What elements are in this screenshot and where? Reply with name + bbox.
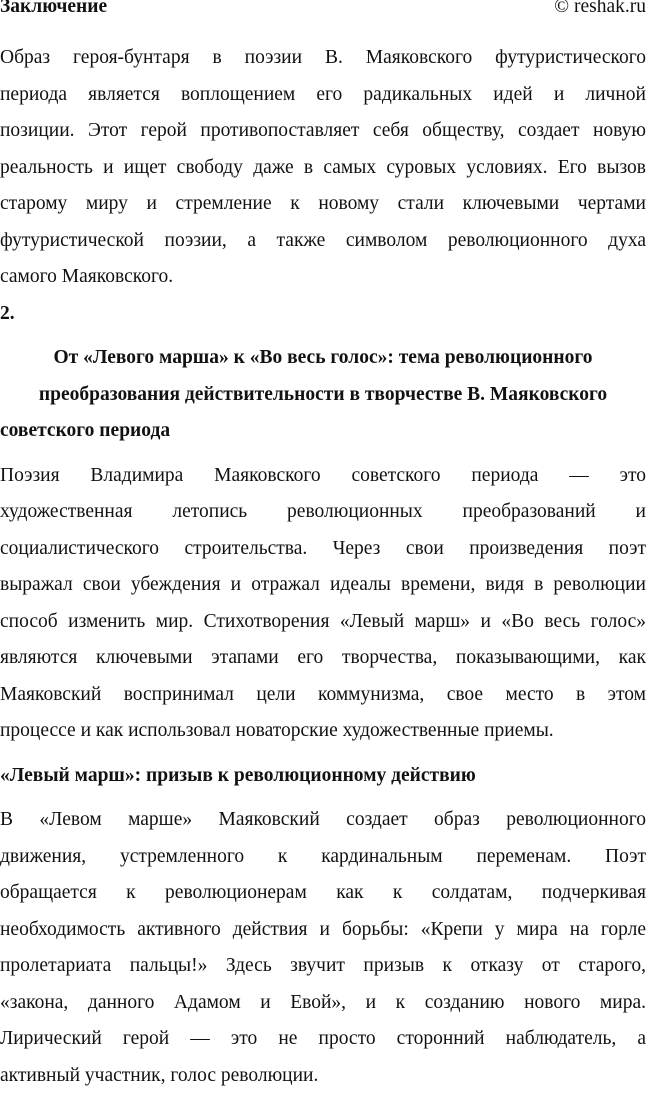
text-line: социалистического строительства. Через свои произведения поэт	[0, 537, 646, 559]
text-line: От «Левого марша» к «Во весь голос»: тема революционного	[53, 347, 593, 368]
text-line: позиции. Этот герой противопоставляет себя обществу, создает новую	[0, 120, 646, 141]
section-number: 2.	[0, 302, 15, 324]
page-header	[0, 0, 646, 24]
text-line: выражал свои убеждения и отражал идеалы времени, видя в революции	[0, 574, 646, 595]
text-line: способ изменить мир. Стихотворения «Левый марш» и «Во весь голос»	[0, 610, 646, 632]
text-line: Лирический герой — это не просто сторонний наблюдатель, а	[0, 1028, 646, 1049]
text-line: пролетариата пальцы!» Здесь звучит призыв к отказу от старого,	[0, 955, 646, 976]
text-line: «закона, данного Адамом и Евой», и к созданию нового мира.	[0, 991, 646, 1013]
site-credit: © reshak.ru	[554, 0, 646, 17]
section-title: Заключение	[0, 0, 108, 17]
paragraph-intro	[0, 458, 646, 750]
text-line: движения, устремленного к кардинальным переменам. Поэт	[0, 845, 646, 867]
text-line: Поэзия Владимира Маяковского советского периода — это	[0, 464, 646, 486]
text-line: преобразования действительности в творчестве В. Маяковского	[38, 383, 608, 405]
text-line: старому миру и стремление к новому стали ключевыми чертами	[0, 193, 646, 214]
section-heading	[0, 340, 646, 450]
text-line: художественная летопись революционных преобразований и	[0, 501, 646, 522]
text-line: Образ героя-бунтаря в поэзии В. Маяковского футуристического	[0, 47, 646, 68]
text-line: советского периода	[0, 420, 171, 441]
text-line: являются ключевыми этапами его творчества, показывающими, как	[0, 647, 646, 668]
text-line: периода является воплощением его радикальных идей и личной	[0, 83, 646, 105]
subheading: «Левый марш»: призыв к революционному действию	[0, 764, 476, 786]
paragraph-conclusion	[0, 40, 646, 296]
text-line: обращается к революционерам как к солдатам, подчеркивая	[0, 882, 646, 903]
text-line: самого Маяковского.	[0, 266, 174, 287]
text-line: Маяковский воспринимал цели коммунизма, свое место в этом	[0, 683, 646, 705]
text-line: процессе и как использовал новаторские художественные приемы.	[0, 720, 554, 741]
text-line: реальность и ищет свободу даже в самых суровых условиях. Его вызов	[0, 156, 646, 178]
text-line: активный участник, голос революции.	[0, 1064, 319, 1086]
text-line: футуристической поэзии, а также символом революционного духа	[0, 229, 646, 251]
text-line: В «Левом марше» Маяковский создает образ революционного	[0, 809, 646, 830]
text-line: необходимость активного действия и борьбы: «Крепи у мира на горле	[0, 918, 646, 940]
